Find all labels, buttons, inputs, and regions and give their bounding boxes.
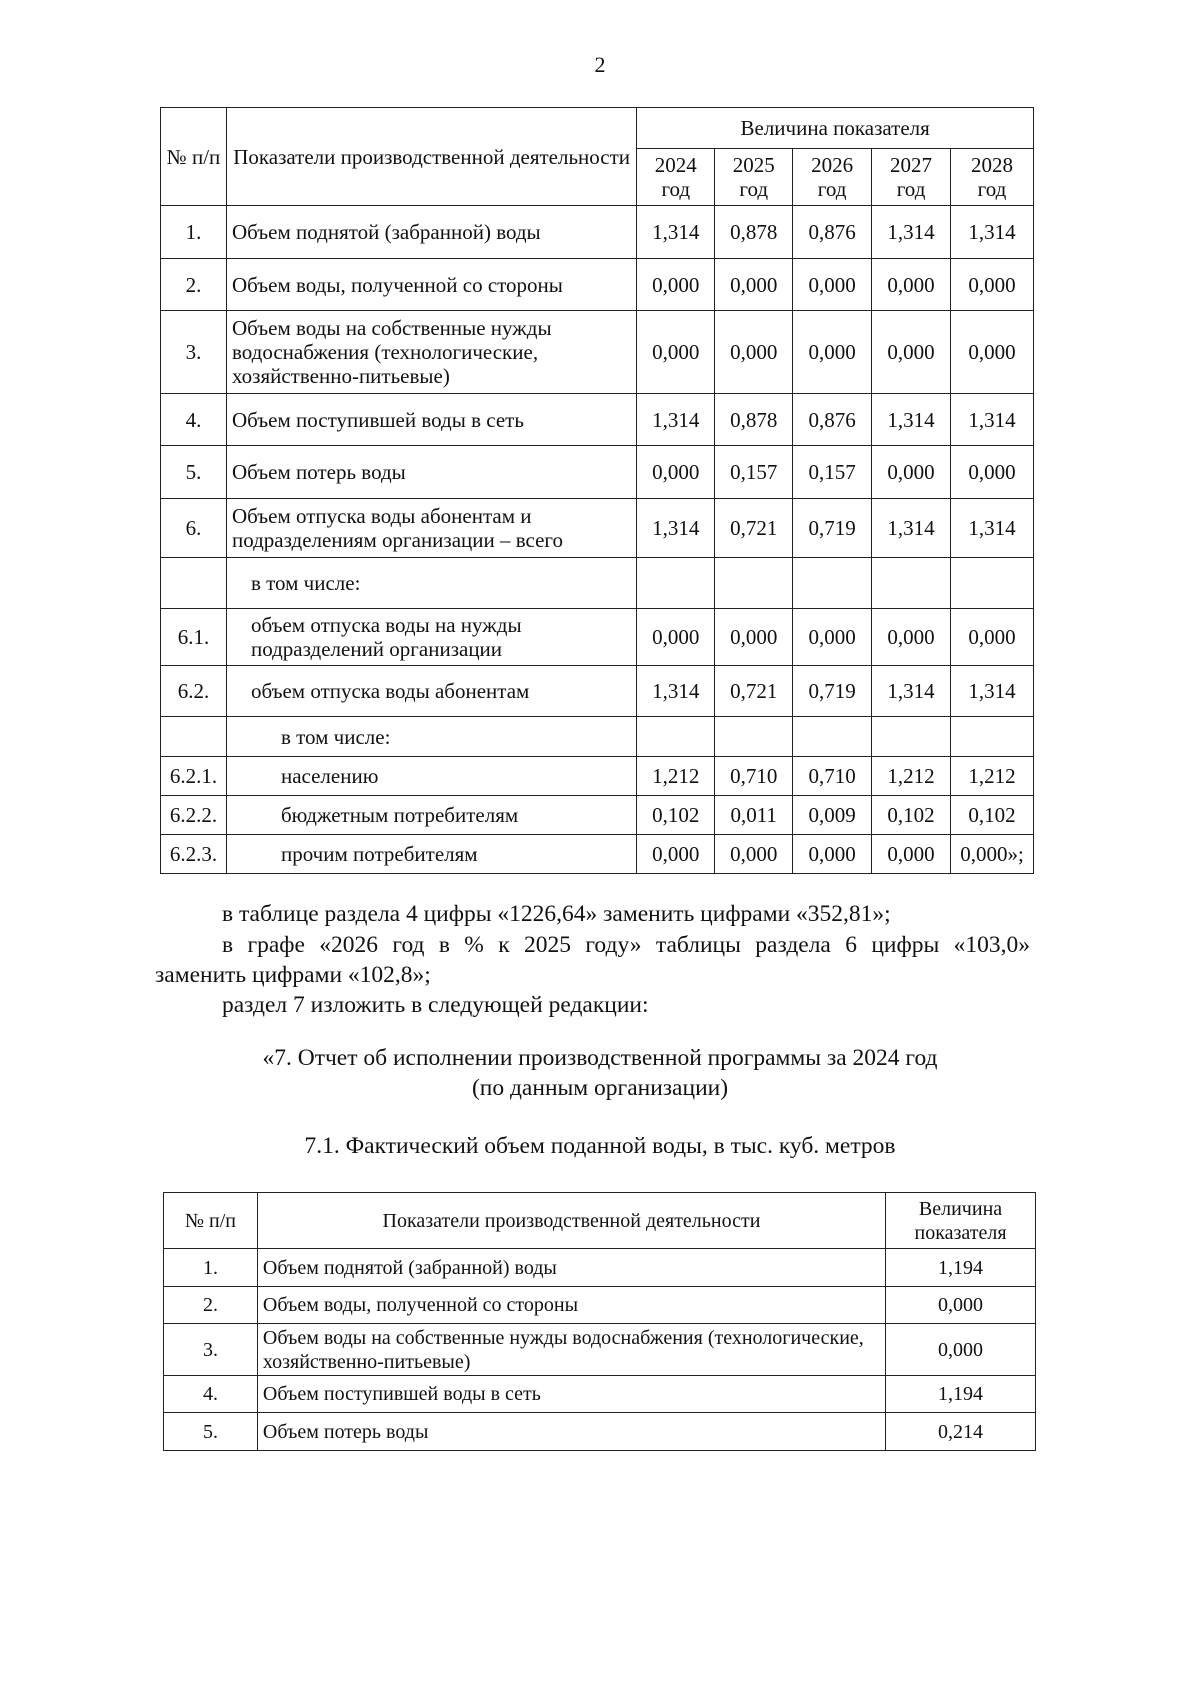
row-value: 1,194 <box>886 1249 1036 1287</box>
row-indicator: Объем поднятой (забранной) воды <box>226 206 636 259</box>
row-value: 0,009 <box>793 796 872 835</box>
table-row <box>161 558 1034 609</box>
row-number: 6.2.1. <box>161 757 227 796</box>
table-row <box>164 1249 1036 1287</box>
row-value: 0,710 <box>793 757 872 796</box>
row-value: 0,157 <box>715 446 793 499</box>
row-value: 0,876 <box>793 394 872 446</box>
table-row <box>164 1287 1036 1324</box>
row-indicator: в том числе: <box>226 558 636 609</box>
row-value: 0,710 <box>715 757 793 796</box>
page-number: 2 <box>594 52 606 77</box>
row-value: 0,000 <box>793 311 872 394</box>
row-number <box>161 558 227 609</box>
row-indicator: прочим потребителям <box>226 835 636 874</box>
row-number: 6. <box>161 499 227 558</box>
row-indicator: в том числе: <box>226 717 636 757</box>
row-indicator: Объем воды, полученной со стороны <box>257 1287 885 1324</box>
row-number: 4. <box>161 394 227 446</box>
row-value: 1,314 <box>637 394 715 446</box>
table-row <box>161 609 1034 666</box>
row-value <box>637 558 715 609</box>
row-value: 1,314 <box>951 394 1034 446</box>
row-value: 1,314 <box>637 499 715 558</box>
row-value <box>715 717 793 757</box>
row-value: 0,000 <box>951 311 1034 394</box>
row-value: 1,314 <box>872 499 951 558</box>
header-num: № п/п <box>161 108 227 206</box>
row-indicator: объем отпуска воды абонентам <box>226 666 636 717</box>
row-value: 0,000 <box>637 446 715 499</box>
table-row <box>161 796 1034 835</box>
header-year: 2027 год <box>872 149 951 206</box>
row-number: 2. <box>161 259 227 311</box>
row-value: 0,000 <box>951 609 1034 666</box>
row-value: 0,000 <box>951 446 1034 499</box>
table-row <box>161 717 1034 757</box>
row-value: 0,000 <box>872 835 951 874</box>
paragraph: в графе «2026 год в % к 2025 году» таблицы раздела 6 цифры «103,0» <box>222 932 1030 958</box>
row-value: 1,314 <box>951 666 1034 717</box>
row-number: 1. <box>161 206 227 259</box>
row-value: 0,000 <box>793 259 872 311</box>
row-value: 0,721 <box>715 499 793 558</box>
row-value <box>951 558 1034 609</box>
row-number: 6.2.2. <box>161 796 227 835</box>
header-year: 2025 год <box>715 149 793 206</box>
row-value: 0,000 <box>886 1324 1036 1376</box>
header-year: 2028 год <box>951 149 1034 206</box>
header-num: № п/п <box>164 1193 258 1249</box>
row-value: 0,000 <box>715 609 793 666</box>
header-value: Величина показателя <box>886 1193 1036 1249</box>
row-value: 1,314 <box>637 666 715 717</box>
section-subtitle: (по данным организации) <box>471 1075 729 1101</box>
table-row <box>164 1324 1036 1376</box>
row-value: 0,876 <box>793 206 872 259</box>
row-value: 0,000 <box>637 311 715 394</box>
table-row <box>161 259 1034 311</box>
row-indicator: Объем воды на собственные нужды водоснабжения (технологические, хозяйственно-питьевые) <box>226 311 636 394</box>
header-indicator: Показатели производственной деятельности <box>226 108 636 206</box>
row-value: 0,157 <box>793 446 872 499</box>
row-value: 0,719 <box>793 499 872 558</box>
paragraph: заменить цифрами «102,8»; <box>155 962 431 988</box>
row-value: 1,314 <box>872 394 951 446</box>
row-value: 0,000 <box>793 835 872 874</box>
row-number <box>161 717 227 757</box>
row-value <box>793 717 872 757</box>
header-year: 2024 год <box>637 149 715 206</box>
row-value: 0,000 <box>872 311 951 394</box>
table-row <box>161 311 1034 394</box>
row-value <box>637 717 715 757</box>
subsection-title: 7.1. Фактический объем поданной воды, в тыс. куб. метров <box>304 1133 896 1159</box>
row-number: 5. <box>161 446 227 499</box>
row-value: 0,000 <box>637 609 715 666</box>
row-value: 0,000 <box>872 446 951 499</box>
row-value <box>793 558 872 609</box>
row-value: 0,000 <box>715 259 793 311</box>
section-title: «7. Отчет об исполнении производственной программы за 2024 год <box>262 1045 938 1071</box>
row-value: 0,000 <box>715 311 793 394</box>
table-row <box>161 206 1034 259</box>
row-value: 0,000 <box>886 1287 1036 1324</box>
row-indicator: населению <box>226 757 636 796</box>
row-value: 0,721 <box>715 666 793 717</box>
row-value <box>872 558 951 609</box>
row-number: 1. <box>164 1249 258 1287</box>
row-number: 5. <box>164 1413 258 1451</box>
row-indicator: Объем потерь воды <box>257 1413 885 1451</box>
row-number: 3. <box>161 311 227 394</box>
header-year: 2026 год <box>793 149 872 206</box>
row-indicator: бюджетным потребителям <box>226 796 636 835</box>
row-number: 6.2.3. <box>161 835 227 874</box>
paragraph: в таблице раздела 4 цифры «1226,64» заменить цифрами «352,81»; <box>222 901 891 927</box>
table-row <box>161 757 1034 796</box>
row-indicator: Объем отпуска воды абонентам и подразделениям организации – всего <box>226 499 636 558</box>
row-value: 0,719 <box>793 666 872 717</box>
actual-water-volume-table <box>163 1192 1036 1451</box>
table-row <box>161 446 1034 499</box>
row-indicator: Объем поступившей воды в сеть <box>226 394 636 446</box>
row-indicator: объем отпуска воды на нужды подразделений организации <box>226 609 636 666</box>
row-indicator: Объем воды, полученной со стороны <box>226 259 636 311</box>
row-number: 3. <box>164 1324 258 1376</box>
row-number: 2. <box>164 1287 258 1324</box>
row-value <box>951 717 1034 757</box>
row-value: 0,878 <box>715 394 793 446</box>
row-number: 4. <box>164 1376 258 1413</box>
row-value: 0,102 <box>951 796 1034 835</box>
row-value: 1,212 <box>637 757 715 796</box>
table-row <box>164 1413 1036 1451</box>
row-value <box>715 558 793 609</box>
row-value: 0,000 <box>951 259 1034 311</box>
row-value: 1,314 <box>872 666 951 717</box>
row-indicator: Объем поступившей воды в сеть <box>257 1376 885 1413</box>
table-row <box>161 394 1034 446</box>
row-value: 0,000 <box>637 835 715 874</box>
row-value: 1,212 <box>872 757 951 796</box>
row-value: 1,194 <box>886 1376 1036 1413</box>
row-value: 0,878 <box>715 206 793 259</box>
table-row <box>161 835 1034 874</box>
row-value <box>872 717 951 757</box>
row-value: 0,000 <box>872 609 951 666</box>
row-indicator: Объем поднятой (забранной) воды <box>257 1249 885 1287</box>
row-value: 1,314 <box>872 206 951 259</box>
row-value: 0,000 <box>637 259 715 311</box>
row-value: 1,314 <box>637 206 715 259</box>
row-number: 6.2. <box>161 666 227 717</box>
row-number: 6.1. <box>161 609 227 666</box>
row-value: 0,000»; <box>951 835 1034 874</box>
row-value: 0,000 <box>793 609 872 666</box>
header-value-group: Величина показателя <box>637 108 1034 149</box>
table-row <box>164 1376 1036 1413</box>
row-value: 0,102 <box>637 796 715 835</box>
row-indicator: Объем воды на собственные нужды водоснабжения (технологические, хозяйственно-питьевые) <box>257 1324 885 1376</box>
row-indicator: Объем потерь воды <box>226 446 636 499</box>
row-value: 0,011 <box>715 796 793 835</box>
row-value: 0,102 <box>872 796 951 835</box>
table-row <box>161 499 1034 558</box>
row-value: 1,314 <box>951 206 1034 259</box>
production-indicators-table <box>160 107 1034 874</box>
header-indicator: Показатели производственной деятельности <box>257 1193 885 1249</box>
table-row <box>161 666 1034 717</box>
row-value: 0,214 <box>886 1413 1036 1451</box>
row-value: 0,000 <box>715 835 793 874</box>
row-value: 0,000 <box>872 259 951 311</box>
row-value: 1,314 <box>951 499 1034 558</box>
paragraph: раздел 7 изложить в следующей редакции: <box>222 992 649 1018</box>
row-value: 1,212 <box>951 757 1034 796</box>
